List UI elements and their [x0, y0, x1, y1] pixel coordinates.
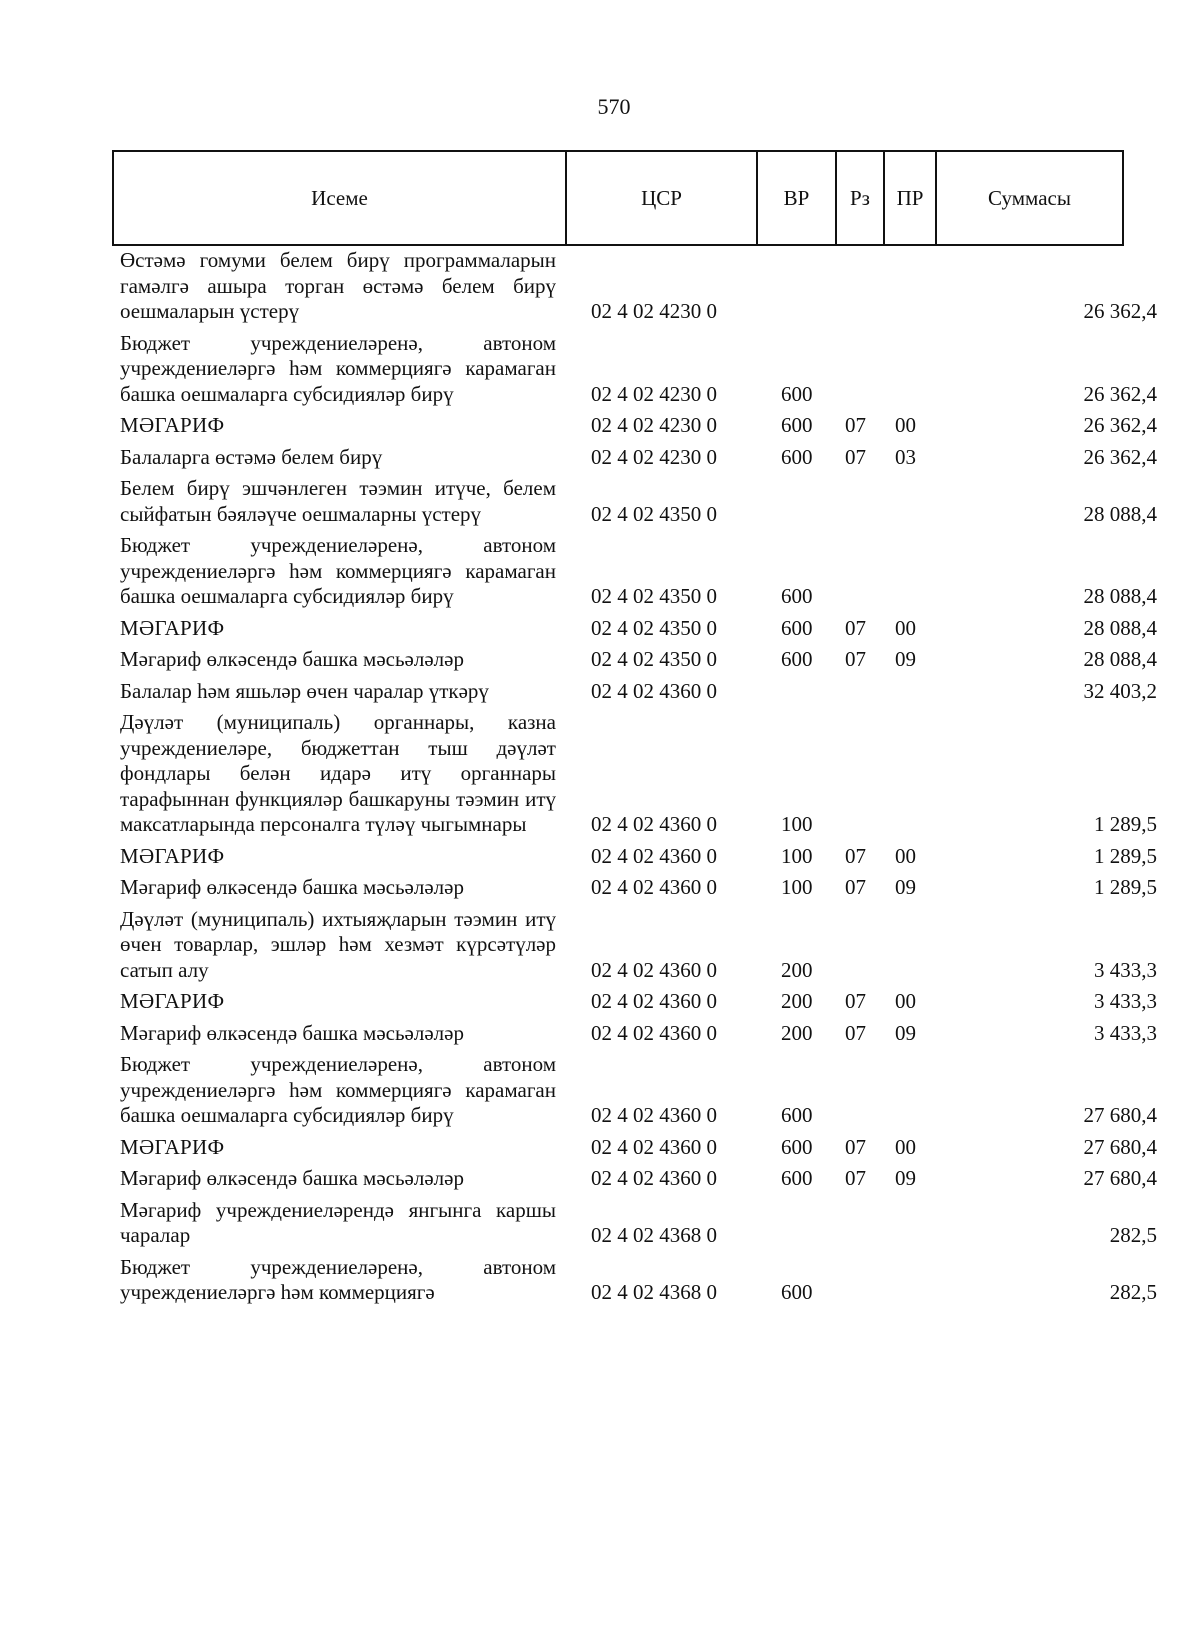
table-row	[0, 1021, 1200, 1047]
row-name: МӘГАРИФ	[120, 1134, 225, 1159]
row-csr: 02 4 02 4360 0	[591, 812, 717, 836]
table-row	[0, 1135, 1200, 1161]
row-name: Белем бирү эшчәнлеген тәэмин итүче, белем сыйфатын бәяләүче оешмаларны үстерү	[120, 476, 556, 526]
row-name: Мәгариф өлкәсендә башка мәсьәләләр	[120, 647, 464, 671]
row-rz: 07	[845, 647, 866, 671]
row-pr: 00	[895, 615, 916, 640]
row-csr: 02 4 02 4360 0	[591, 1020, 717, 1045]
header-vr: ВР	[758, 152, 837, 244]
row-pr: 00	[895, 1134, 916, 1159]
row-vr: 200	[781, 1020, 813, 1045]
row-pr: 09	[895, 647, 916, 671]
row-csr: 02 4 02 4368 0	[591, 1280, 717, 1304]
row-csr: 02 4 02 4230 0	[591, 444, 717, 469]
row-csr: 02 4 02 4230 0	[591, 381, 717, 406]
row-name: Бюджет учреждениеләренә, автоном учреждениеләргә һәм коммерциягә карамаган башка оешмаларга субсидияләр бирү	[120, 330, 556, 406]
row-rz: 07	[845, 413, 866, 437]
row-csr: 02 4 02 4368 0	[591, 1223, 717, 1247]
row-vr: 600	[781, 1103, 813, 1127]
row-sum: 27 680,4	[1083, 1134, 1157, 1159]
row-vr: 100	[781, 875, 813, 899]
row-csr: 02 4 02 4360 0	[591, 957, 717, 982]
row-csr: 02 4 02 4360 0	[591, 843, 717, 868]
row-sum: 1 289,5	[1094, 812, 1157, 836]
table-body	[0, 248, 1200, 1306]
row-vr: 100	[781, 843, 813, 868]
table-row	[0, 248, 1200, 325]
row-vr: 200	[781, 989, 813, 1013]
row-pr: 09	[895, 875, 916, 899]
header-name: Исеме	[114, 152, 567, 244]
row-name: МӘГАРИФ	[120, 615, 225, 640]
table-row	[0, 647, 1200, 673]
table-row	[0, 1166, 1200, 1192]
row-name: Мәгариф учреждениеләрендә янгынга каршы чаралар	[120, 1197, 556, 1247]
row-sum: 26 362,4	[1083, 299, 1157, 323]
row-pr: 00	[895, 843, 916, 868]
row-rz: 07	[845, 1166, 866, 1190]
row-vr: 600	[781, 615, 813, 640]
table-row	[0, 844, 1200, 870]
row-name: Мәгариф өлкәсендә башка мәсьәләләр	[120, 1020, 464, 1045]
table-row	[0, 413, 1200, 439]
row-name: Дәүләт (муниципаль) ихтыяҗларын тәэмин итү өчен товарлар, эшләр һәм хезмәт күрсәтүләр сатып алу	[120, 906, 556, 982]
row-name: Өстәмә гомуми белем бирү программаларын гамәлгә ашыра торган өстәмә белем бирү оешмаларын үстерү	[120, 248, 556, 323]
row-sum: 27 680,4	[1083, 1166, 1157, 1190]
row-sum: 3 433,3	[1094, 1020, 1157, 1045]
row-name: МӘГАРИФ	[120, 843, 225, 868]
header-sum: Суммасы	[988, 185, 1071, 210]
row-name: Бюджет учреждениеләренә, автоном учреждениеләргә һәм коммерциягә	[120, 1254, 556, 1304]
row-csr: 02 4 02 4360 0	[591, 989, 717, 1013]
row-vr: 100	[781, 812, 813, 836]
row-csr: 02 4 02 4350 0	[591, 501, 717, 526]
table-row	[0, 679, 1200, 705]
table-row	[0, 445, 1200, 471]
table-row	[0, 616, 1200, 642]
table-row	[0, 875, 1200, 901]
row-rz: 07	[845, 989, 866, 1013]
row-vr: 600	[781, 1280, 813, 1304]
table-row	[0, 331, 1200, 408]
row-pr: 09	[895, 1020, 916, 1045]
table-row	[0, 989, 1200, 1015]
row-sum: 26 362,4	[1083, 413, 1157, 437]
row-sum: 26 362,4	[1083, 444, 1157, 469]
table-row	[0, 476, 1200, 527]
header-csr: ЦСР	[567, 152, 758, 244]
table-header	[112, 150, 1124, 246]
row-name: Мәгариф өлкәсендә башка мәсьәләләр	[120, 875, 464, 899]
row-rz: 07	[845, 875, 866, 899]
row-sum: 3 433,3	[1094, 989, 1157, 1013]
row-csr: 02 4 02 4230 0	[591, 299, 717, 323]
row-csr: 02 4 02 4360 0	[591, 875, 717, 899]
row-sum: 1 289,5	[1094, 843, 1157, 868]
row-rz: 07	[845, 1020, 866, 1045]
row-name: Мәгариф өлкәсендә башка мәсьәләләр	[120, 1166, 464, 1190]
row-csr: 02 4 02 4360 0	[591, 1103, 717, 1127]
row-vr: 600	[781, 413, 813, 437]
table-row	[0, 907, 1200, 984]
row-rz: 07	[845, 843, 866, 868]
row-rz: 07	[845, 444, 866, 469]
row-vr: 600	[781, 647, 813, 671]
row-vr: 200	[781, 957, 813, 982]
row-csr: 02 4 02 4360 0	[591, 1134, 717, 1159]
table-row	[0, 1255, 1200, 1306]
row-name: Бюджет учреждениеләренә, автоном учреждениеләргә һәм коммерциягә карамаган башка оешмаларга субсидияләр бирү	[120, 533, 556, 608]
header-rz: Рз	[837, 152, 885, 244]
row-name: МӘГАРИФ	[120, 413, 225, 437]
row-name: Бюджет учреждениеләренә, автоном учреждениеләргә һәм коммерциягә карамаган башка оешмаларга субсидияләр бирү	[120, 1052, 556, 1127]
table-row	[0, 1198, 1200, 1249]
row-sum: 1 289,5	[1094, 875, 1157, 899]
row-name: Дәүләт (муниципаль) органнары, казна учреждениеләре, бюджеттан тыш дәүләт фондлары белән идарә итү органнары тарафыннан функцияләр башкаруны тәэмин итү максатларында персоналга түләү чыгымнары	[120, 710, 556, 836]
row-csr: 02 4 02 4350 0	[591, 584, 717, 608]
row-csr: 02 4 02 4230 0	[591, 413, 717, 437]
table-row	[0, 533, 1200, 610]
row-sum: 32 403,2	[1083, 678, 1157, 703]
row-sum: 28 088,4	[1083, 615, 1157, 640]
row-vr: 600	[781, 1166, 813, 1190]
row-csr: 02 4 02 4360 0	[591, 678, 717, 703]
row-sum: 28 088,4	[1083, 501, 1157, 526]
row-sum: 3 433,3	[1094, 957, 1157, 982]
row-name: Балалар һәм яшьләр өчен чаралар үткәрү	[120, 678, 489, 703]
page-number: 570	[597, 94, 631, 119]
row-vr: 600	[781, 584, 813, 608]
row-csr: 02 4 02 4360 0	[591, 1166, 717, 1190]
row-sum: 28 088,4	[1083, 584, 1157, 608]
row-sum: 26 362,4	[1083, 381, 1157, 406]
row-sum: 282,5	[1109, 1280, 1157, 1304]
row-rz: 07	[845, 1134, 866, 1159]
header-pr: ПР	[885, 152, 937, 244]
row-rz: 07	[845, 615, 866, 640]
row-pr: 00	[895, 413, 916, 437]
row-name: МӘГАРИФ	[120, 989, 225, 1013]
row-vr: 600	[781, 444, 813, 469]
row-sum: 27 680,4	[1083, 1103, 1157, 1127]
table-row	[0, 1052, 1200, 1129]
row-pr: 03	[895, 444, 916, 469]
row-pr: 00	[895, 989, 916, 1013]
row-sum: 28 088,4	[1083, 647, 1157, 671]
row-csr: 02 4 02 4350 0	[591, 615, 717, 640]
row-sum: 282,5	[1109, 1223, 1157, 1247]
row-csr: 02 4 02 4350 0	[591, 647, 717, 671]
row-name: Балаларга өстәмә белем бирү	[120, 444, 383, 469]
row-pr: 09	[895, 1166, 916, 1190]
table-row	[0, 710, 1200, 838]
row-vr: 600	[781, 1134, 813, 1159]
row-vr: 600	[781, 381, 813, 406]
